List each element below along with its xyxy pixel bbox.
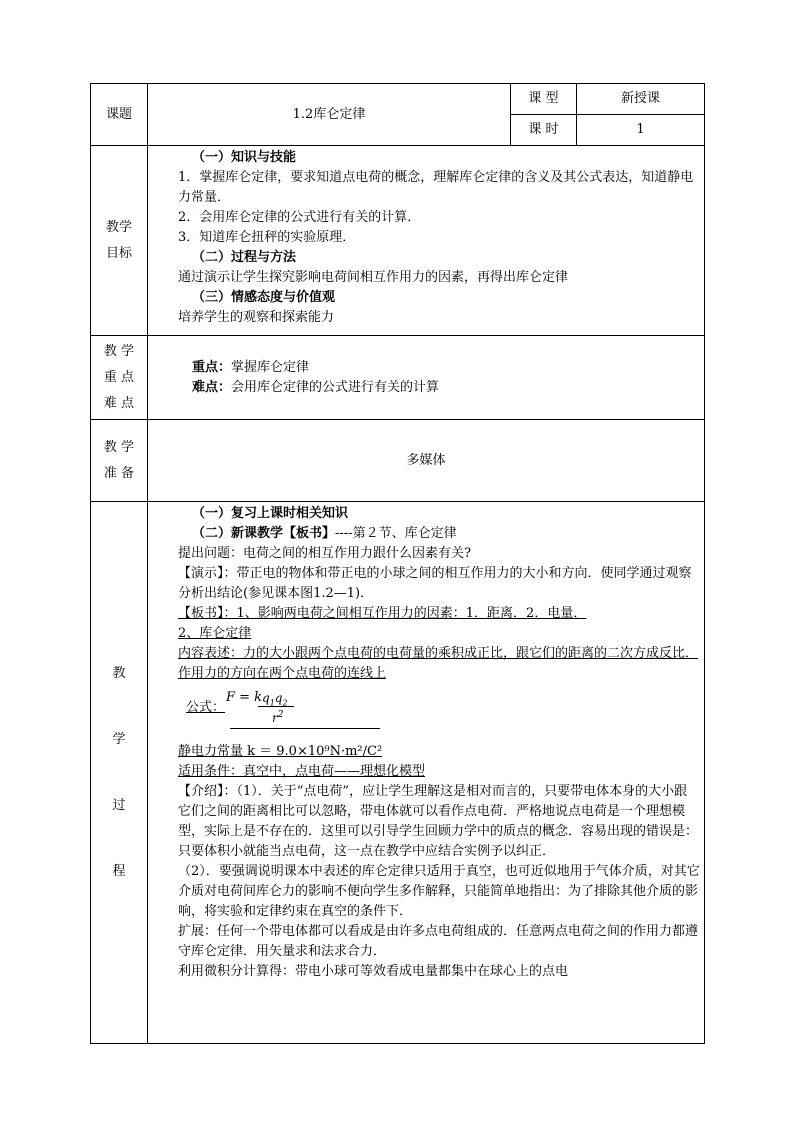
process-board-1: 【板书】：1、影响两电荷之间相互作用力的因素：1．距离．2．电量． [178,606,587,621]
type-value: 新授课 [577,84,705,115]
topic-label: 课题 [91,84,148,146]
coulomb-formula [156,684,700,742]
key-content [148,336,705,420]
process-question: 提出问题：电荷之间的相互作用力跟什么因素有关? [178,546,471,561]
hours-value: 1 [577,115,705,146]
process-content [148,502,705,1044]
goals-label [91,146,148,336]
formula-numerator: $q_1q_2$ [262,691,288,708]
goals-item-3: 3．知道库仑扭秤的实验原理． [178,230,356,245]
process-heading-2b: ----第２节、库仑定律 [335,526,457,541]
goals-item-2: 2．会用库仑定律的公式进行有关的计算． [178,210,421,225]
goals-item-1: 1．掌握库仑定律，要求知道点电荷的概念，理解库仑定律的含义及其公式表达，知道静电力常量． [178,170,694,205]
goals-item-4: 通过演示让学生探究影响电荷间相互作用力的因素，再得出库仑定律 [178,270,569,285]
prep-label [91,420,148,502]
hard-point-text: 会用库仑定律的公式进行有关的计算 [231,379,440,395]
key-label [91,336,148,420]
formula-expression [226,688,288,725]
key-label-3: 难 点 [103,395,135,411]
process-heading-1: （一）复习上课时相关知识 [192,506,349,521]
goals-heading-2: （二）过程与方法 [192,250,297,265]
key-point-text: 掌握库仑定律 [231,359,310,375]
process-board-2: 2、库仑定律 [178,626,252,641]
goals-label-1: 教学 [105,219,132,235]
lesson-plan-table [90,83,705,1044]
formula-left: F = k [226,690,263,705]
extension-paragraph: 扩展：任何一个带电体都可以看成是由许多点电荷组成的．任意两点电荷之间的作用力都遵守库仑定律．用矢量求和法求合力． [178,924,699,959]
hard-point [156,378,700,398]
key-point [156,358,700,378]
goals-heading-1: （一）知识与技能 [192,150,297,165]
type-label: 课 型 [511,84,577,115]
process-label-1: 教 [112,665,126,681]
process-heading-2 [156,524,700,544]
intro-paragraph-2: （2）．要强调说明课本中表述的库仑定律只适用于真空，也可近似地用于气体介质，对其它介质对电荷间库仑力的影响不便向学生多作解释，只能简单地指出：为了排除其他介质的影响，将实验和定律约束在真空的条件下． [178,864,700,919]
prep-content: 多媒体 [148,420,705,502]
process-label [91,502,148,1044]
intro-paragraph-1: 【介绍】：（1）．关于“点电荷”，应让学生理解这是相对而言的，只要带电体本身的大小跟它们之间的距离相比可以忽略，带电体就可以看作点电荷．严格地说点电荷是一个理想模型，实际上是不存在的．这里可以引导学生回顾力学中的质点的概念．容易出现的错误是：只要体积小就能当点电荷，这一点在教学中应结合实例予以纠正． [178,784,699,859]
formula-underline [230,728,380,729]
coulomb-constant: 静电力常量 k ＝ 9.0×10⁹N·m²/C² [178,744,383,759]
process-law-content: 内容表述：力的大小跟两个点电荷的电荷量的乘积成正比，跟它们的距离的二次方成反比．作用力的方向在两个点电荷的连线上 [178,646,699,681]
formula-bar [258,706,294,707]
process-label-2: 学 [112,731,126,747]
goals-item-5: 培养学生的观察和探索能力 [178,310,335,325]
key-point-label: 重点： [192,359,232,375]
process-demo: 【演示】：带正电的物体和带正电的小球之间的相互作用力的大小和方向．使同学通过观察分析出结论(参见课本图1.2—1)． [178,566,692,601]
key-label-2: 重 点 [103,369,135,385]
goals-content [148,146,705,336]
process-heading-2a: （二）新课教学【板书】 [192,526,336,541]
goals-label-2: 目标 [105,245,132,261]
process-label-4: 程 [112,863,126,879]
formula-label: 公式： [186,700,226,715]
hard-point-label: 难点： [192,379,232,395]
prep-label-2: 准 备 [103,465,135,481]
process-label-3: 过 [112,797,126,813]
topic-title: 1.2库仑定律 [148,84,511,146]
prep-label-1: 教 学 [103,439,135,455]
hours-label: 课 时 [511,115,577,146]
formula-denominator: $r^2$ [272,710,284,725]
calculus-paragraph: 利用微积分计算得：带电小球可等效看成电量都集中在球心上的点电 [178,964,569,979]
key-label-1: 教 学 [103,343,135,359]
goals-heading-3: （三）情感态度与价值观 [192,290,336,305]
applicable-condition: 适用条件：真空中，点电荷——理想化模型 [178,764,426,779]
